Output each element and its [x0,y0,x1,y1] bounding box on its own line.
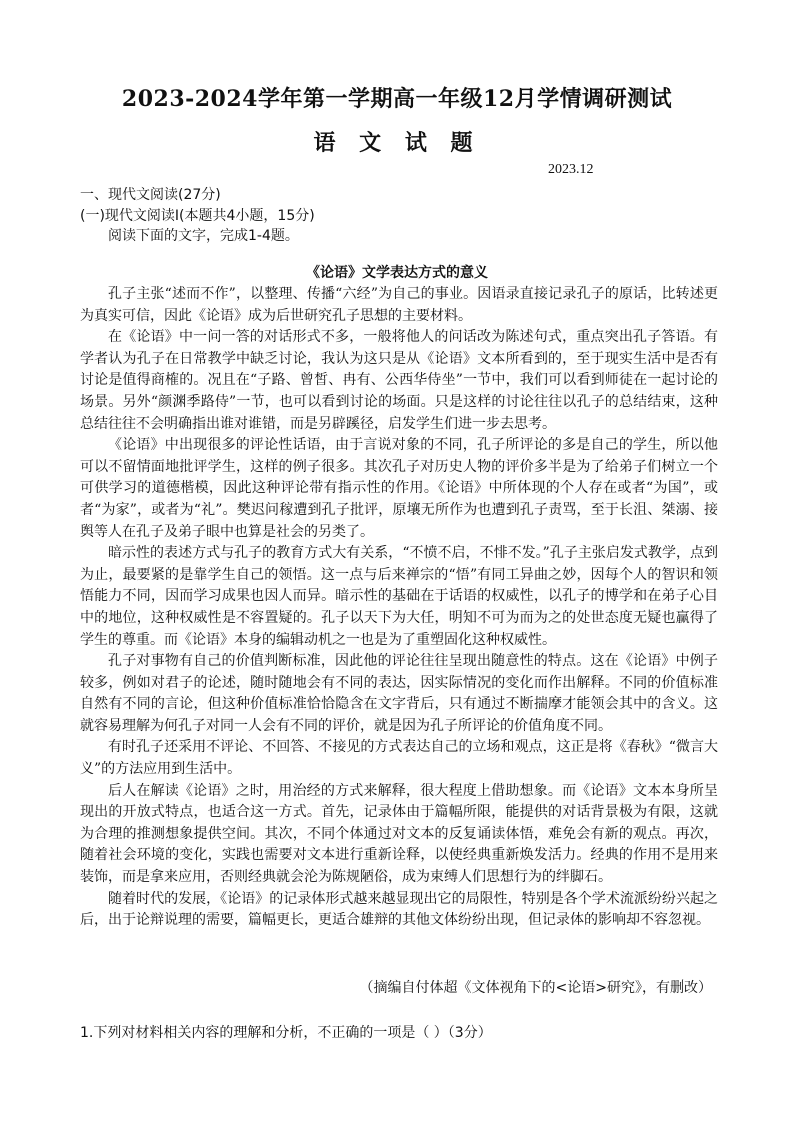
article-paragraph: 《论语》中出现很多的评论性话语，由于言说对象的不同，孔子所评论的多是自己的学生，所以他可以不留情面地批评学生，这样的例子很多。其次孔子对历史人物的评价多半是为了给弟子们树立一个可供学习的道德楷模，因此这种评论带有指示性的作用。《论语》中所体现的个人存在或者“为国”，或者“为家”，或者为“礼”。樊迟问稼遭到孔子批评，原壤无所作为也遭到孔子责骂，至于长沮、桀溺、接舆等人在孔子及弟子眼中也算是社会的另类了。 [80,437,718,540]
reading-instruction: 阅读下面的文字，完成1-4题。 [108,228,299,244]
article-paragraph: 在《论语》中一问一答的对话形式不多，一般将他人的问话改为陈述句式，重点突出孔子答语。有学者认为孔子在日常教学中缺乏讨论，我认为这只是从《论语》文本所看到的，至于现实生活中是否有讨论是值得商榷的。况且在“子路、曾皙、冉有、公西华侍坐”一节中，我们可以看到师徒在一起讨论的场景。另外“颜渊季路侍”一节，也可以看到讨论的场面。只是这样的讨论往往以孔子的总结结束，这种总结往往不会明确指出谁对谁错，而是另辟蹊径，启发学生们进一步去思考。 [80,329,718,432]
article-paragraph: 有时孔子还采用不评论、不回答、不接见的方式表达自己的立场和观点，这正是将《春秋》“微言大义”的方法应用到生活中。 [80,739,718,778]
exam-date: 2023.12 [548,162,594,177]
article-body [80,284,718,932]
article-paragraph: 孔子对事物有自己的价值判断标准，因此他的评论往往呈现出随意性的特点。这在《论语》中例子较多，例如对君子的论述，随时随地会有不同的表达，因实际情况的变化而作出解释。不同的价值标准自然有不同的言论，但这种价值标准恰恰隐含在文字背后，只有通过不断揣摩才能领会其中的含义。这就容易理解为何孔子对同一人会有不同的评价，就是因为孔子所评论的价值角度不同。 [80,653,718,734]
article-paragraph: 后人在解读《论语》之时，用治经的方式来解释，很大程度上借助想象。而《论语》文本本身所呈现出的开放式特点，也适合这一方式。首先，记录体由于篇幅所限，能提供的对话背景极为有限，这就为合理的推测想象提供空间。其次，不同个体通过对文本的反复诵读体悟，难免会有新的观点。再次，随着社会环境的变化，实践也需要对文本进行重新诠释，以使经典重新焕发活力。经典的作用不是用来装饰，而是拿来应用，否则经典就会沦为陈规陋俗，成为束缚人们思想行为的绊脚石。 [80,782,718,886]
exam-title: 2023-2024学年第一学期高一年级12月学情调研测试 [121,86,673,112]
question-1-stem: 1.下列对材料相关内容的理解和分析，不正确的一项是（ ）（3分） [80,1025,492,1041]
article-paragraph: 孔子主张“述而不作”，以整理、传播“六经”为自己的事业。因语录直接记录孔子的原话，比转述更为真实可信，因此《论语》成为后世研究孔子思想的主要材料。 [80,286,718,324]
article-title: 《论语》文学表达方式的意义 [306,265,488,281]
article-paragraph: 随着时代的发展，《论语》的记录体形式越来越显现出它的局限性，特别是各个学术流派纷纷兴起之后，出于论辩说理的需要，篇幅更长，更适合雄辩的其他文体纷纷出现，但记录体的影响却不容忽视。 [80,890,718,929]
article-source: （摘编自付体超《文体视角下的<论语>研究》，有删改） [359,980,712,996]
section-sub-heading: (一)现代文阅读Ⅰ(本题共4小题，15分) [80,208,315,224]
section-heading: 一、现代文阅读(27分) [80,187,221,203]
article-paragraph: 暗示性的表述方式与孔子的教育方式大有关系，“不愤不启，不悱不发。”孔子主张启发式教学，点到为止，最要紧的是靠学生自己的领悟。这一点与后来禅宗的“悟”有同工异曲之妙，因每个人的智识和领悟能力不同，因而学习成果也因人而异。暗示性的基础在于话语的权威性，以孔子的博学和在弟子心目中的地位，这种权威性是不容置疑的。孔子以天下为大任，明知不可为而为之的处世态度无疑也赢得了学生的尊重。而《论语》本身的编辑动机之一也是为了重塑固化这种权威性。 [80,545,718,648]
exam-subtitle: 语 文 试 题 [313,130,481,156]
